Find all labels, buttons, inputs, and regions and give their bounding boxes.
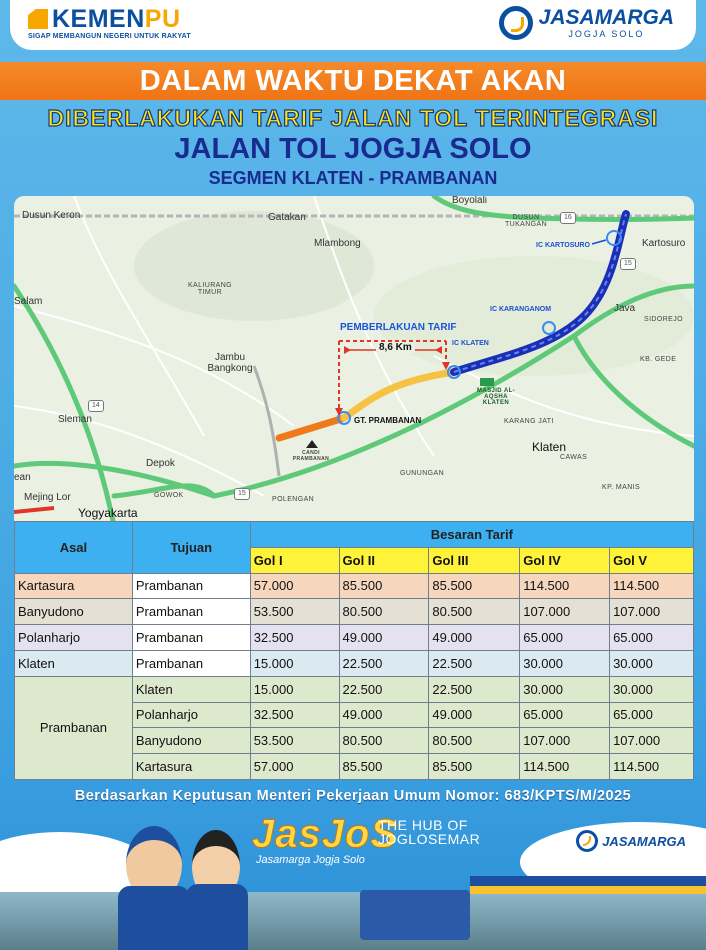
place-sleman: Sleman (58, 414, 92, 425)
cell-value: 114.500 (520, 754, 610, 780)
jasamarga-emblem-icon (576, 830, 598, 852)
table-row (15, 599, 694, 625)
cell-value: 85.500 (429, 754, 520, 780)
ic-kartosuro-label: IC KARTOSURO (536, 242, 590, 249)
tariff-table (14, 521, 694, 780)
jasamarga-footer-name: JASAMARGA (602, 833, 686, 849)
col-header-gol: Gol I (250, 547, 339, 573)
cell-value: 30.000 (520, 676, 610, 702)
toll-gate-roof (470, 876, 706, 886)
cell-value: 32.500 (250, 702, 339, 728)
cell-value: 80.500 (429, 599, 520, 625)
cell-tujuan: Banyudono (132, 728, 250, 754)
title-segment: SEGMEN KLATEN - PRAMBANAN (208, 168, 498, 188)
place-candi-prambanan: CANDI PRAMBANAN (292, 450, 330, 462)
place-mejing-lor: Mejing Lor (24, 492, 71, 503)
cell-value: 49.000 (339, 625, 429, 651)
cell-asal: Polanharjo (15, 625, 133, 651)
col-header-tujuan: Tujuan (132, 522, 250, 574)
place-dusun-tukangan: DUSUN TUKANGAN (504, 214, 548, 228)
place-kp-manis: KP. MANIS (602, 484, 641, 491)
place-dusun-keron: Dusun Keron (22, 210, 81, 221)
cell-value: 57.000 (250, 573, 339, 599)
cell-value: 65.000 (610, 625, 694, 651)
col-header-gol: Gol V (610, 547, 694, 573)
cell-value: 30.000 (520, 650, 610, 676)
table-row (15, 573, 694, 599)
cell-tujuan: Prambanan (132, 573, 250, 599)
col-header-gol: Gol III (429, 547, 520, 573)
place-masjid-al-aqsha: MASJID AL-AQSHA KLATEN (476, 388, 516, 406)
place-yogyakarta: Yogyakarta (78, 506, 138, 520)
cell-value: 22.500 (339, 676, 429, 702)
place-polengan: POLENGAN (272, 496, 315, 503)
cell-value: 15.000 (250, 650, 339, 676)
place-karang-jati: KARANG JATI (504, 418, 554, 425)
cell-value: 80.500 (429, 728, 520, 754)
place-gunungan: GUNUNGAN (400, 470, 445, 477)
place-ean: ean (14, 472, 31, 483)
cell-value: 85.500 (339, 754, 429, 780)
kemenpu-logo (28, 6, 191, 40)
jasamarga-logo (499, 6, 674, 40)
cell-value: 30.000 (610, 676, 694, 702)
keputusan-menteri-note: Berdasarkan Keputusan Menteri Pekerjaan Umum Nomor: 683/KPTS/M/2025 (74, 788, 632, 804)
footer-illustration (0, 812, 706, 950)
place-kb-gede: KB. GEDE (640, 356, 677, 363)
cell-value: 85.500 (429, 573, 520, 599)
road-shield-16: 16 (560, 212, 576, 224)
cell-value: 22.500 (429, 650, 520, 676)
cell-value: 65.000 (520, 625, 610, 651)
scenery-ground (0, 892, 706, 950)
cell-tujuan: Polanharjo (132, 702, 250, 728)
jasamarga-footer-logo (576, 830, 686, 852)
cell-value: 49.000 (339, 702, 429, 728)
signboard (360, 890, 470, 940)
mascot-female-body (186, 884, 248, 950)
toll-gate-stripe (470, 886, 706, 894)
road-shield-15-south: 15 (234, 488, 250, 500)
place-mlambong: Mlambong (314, 238, 361, 249)
jasamarga-name: JASAMARGA (538, 6, 674, 29)
cell-value: 80.500 (339, 728, 429, 754)
cell-value: 15.000 (250, 676, 339, 702)
cell-asal-prambanan: Prambanan (15, 676, 133, 779)
hub-tagline (378, 818, 480, 846)
place-gowok: GOWOK (154, 492, 184, 499)
col-header-asal: Asal (15, 522, 133, 574)
kemenpu-tagline: SIGAP MEMBANGUN NEGERI UNTUK RAKYAT (28, 33, 191, 40)
cell-asal: Banyudono (15, 599, 133, 625)
cell-value: 107.000 (610, 728, 694, 754)
road-shield-14: 14 (88, 400, 104, 412)
cell-value: 80.500 (339, 599, 429, 625)
cell-value: 53.500 (250, 599, 339, 625)
hub-line1: THE HUB OF (378, 817, 468, 833)
col-header-besaran-tarif: Besaran Tarif (250, 522, 693, 548)
title-tarif-terintegrasi: DIBERLAKUKAN TARIF JALAN TOL TERINTEGRASI (47, 105, 659, 131)
place-klaten: Klaten (532, 440, 567, 454)
kemenpu-emblem-icon (28, 9, 48, 29)
place-boyolali: Boyolali (452, 196, 488, 206)
place-depok: Depok (146, 458, 175, 469)
cell-value: 107.000 (610, 599, 694, 625)
ic-klaten-label: IC KLATEN (452, 340, 489, 347)
cell-value: 114.500 (610, 573, 694, 599)
col-header-gol: Gol IV (520, 547, 610, 573)
cell-tujuan: Prambanan (132, 650, 250, 676)
pemberlakuan-tarif-label: PEMBERLAKUAN TARIF (340, 322, 457, 333)
place-cawas: CAWAS (560, 454, 588, 461)
cell-value: 49.000 (429, 702, 520, 728)
hub-line2: JOGLOSEMAR (378, 831, 481, 847)
cell-value: 107.000 (520, 728, 610, 754)
cell-tujuan: Prambanan (132, 625, 250, 651)
place-kaliurang: KALIURANG TIMUR (187, 282, 233, 296)
title-toll-name: JALAN TOL JOGJA SOLO (174, 133, 532, 165)
cell-value: 65.000 (520, 702, 610, 728)
col-header-gol: Gol II (339, 547, 429, 573)
cell-value: 22.500 (339, 650, 429, 676)
kemenpu-name-a: KEMEN (52, 5, 145, 33)
jasjos-logo: JasJoS (252, 812, 399, 856)
ic-karanganom-label: IC KARANGANOM (490, 306, 552, 313)
cell-value: 65.000 (610, 702, 694, 728)
cell-tujuan: Kartasura (132, 754, 250, 780)
place-java: Java (614, 303, 636, 314)
place-kartosuro: Kartosuro (642, 238, 686, 249)
announcement-banner: DALAM WAKTU DEKAT AKAN (0, 62, 706, 100)
place-jambu-bangkong: Jambu Bangkong (207, 352, 253, 374)
place-gatakan: Gatakan (268, 212, 306, 223)
road-shield-15-north: 15 (620, 258, 636, 270)
jasamarga-sub: JOGJA SOLO (568, 29, 645, 39)
table-row (15, 650, 694, 676)
cell-value: 22.500 (429, 676, 520, 702)
cell-value: 107.000 (520, 599, 610, 625)
cell-value: 114.500 (520, 573, 610, 599)
cell-value: 49.000 (429, 625, 520, 651)
cell-tujuan: Prambanan (132, 599, 250, 625)
header-bar (10, 0, 696, 50)
jasjos-subtitle: Jasamarga Jogja Solo (256, 854, 365, 866)
mascot-male-body (118, 886, 190, 950)
cell-value: 53.500 (250, 728, 339, 754)
route-map (14, 196, 694, 522)
place-salam: Salam (14, 296, 43, 307)
cell-value: 85.500 (339, 573, 429, 599)
kemenpu-name-b: PU (144, 5, 181, 33)
cell-value: 114.500 (610, 754, 694, 780)
table-row (15, 676, 694, 702)
cell-value: 57.000 (250, 754, 339, 780)
distance-label: 8,6 Km (376, 342, 415, 353)
place-sidorejo: SIDOREJO (644, 316, 683, 323)
cell-tujuan: Klaten (132, 676, 250, 702)
cell-asal: Kartasura (15, 573, 133, 599)
cell-value: 32.500 (250, 625, 339, 651)
gt-prambanan-label: GT. PRAMBANAN (354, 416, 422, 425)
cell-value: 30.000 (610, 650, 694, 676)
cell-asal: Klaten (15, 650, 133, 676)
table-row (15, 625, 694, 651)
jasamarga-emblem-icon (499, 6, 533, 40)
